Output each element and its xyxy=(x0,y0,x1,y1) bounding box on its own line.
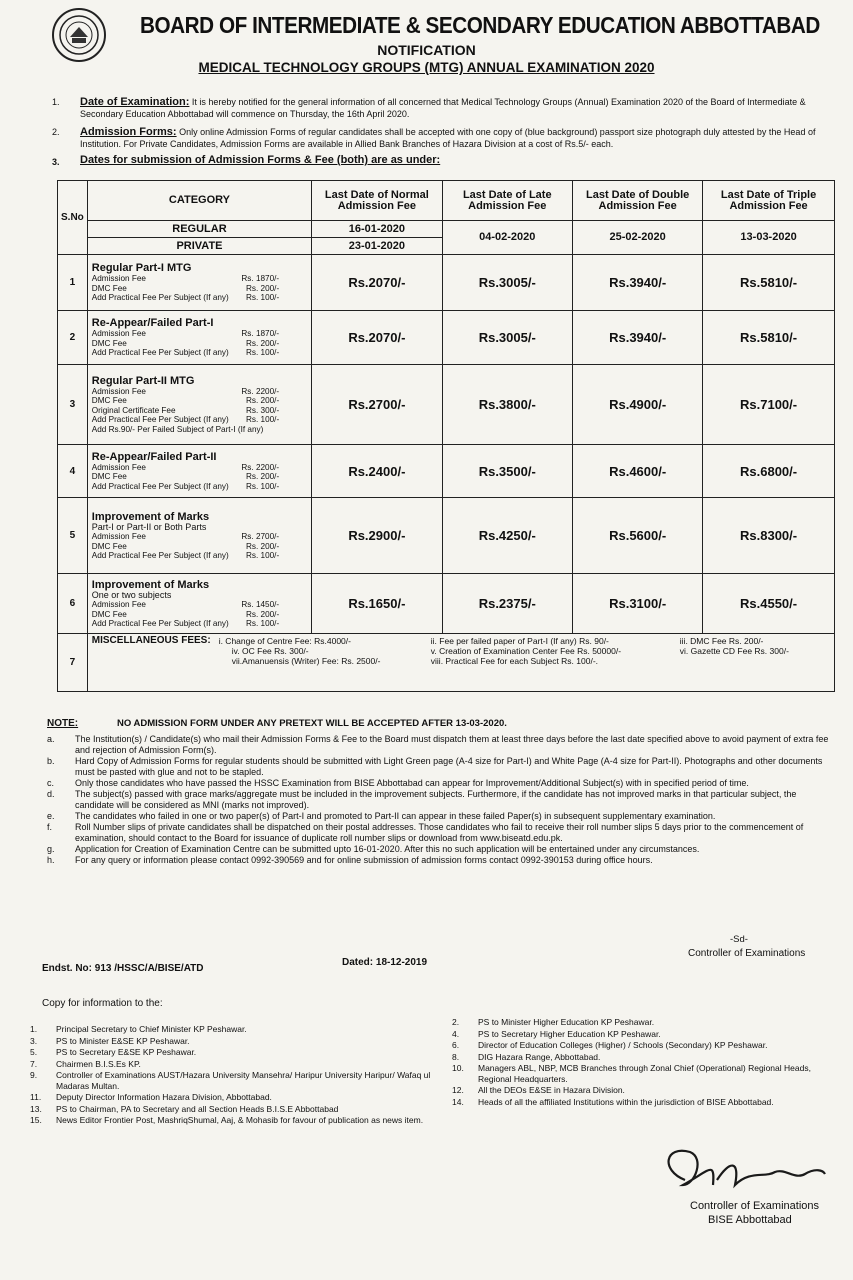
copy-text: Deputy Director Information Hazara Division, Abbottabad. xyxy=(56,1092,272,1102)
misc-col-1 xyxy=(92,636,417,666)
fee-line-amount: Rs. 200/- xyxy=(245,338,280,348)
triple-fee: Rs.6800/- xyxy=(703,445,834,498)
copy-text: PS to Chairman, PA to Secretary and all Section Heads B.I.S.E Abbottabad xyxy=(56,1103,339,1114)
fee-line-label: Admission Fee xyxy=(91,386,146,396)
fee-line xyxy=(92,329,307,339)
triple-date: 13-03-2020 xyxy=(703,221,834,255)
note-item xyxy=(47,778,832,789)
category-cell xyxy=(87,311,311,365)
copy-num: 3. xyxy=(30,1035,38,1046)
category-subtitle: Part-I or Part-II or Both Parts xyxy=(91,521,207,532)
copy-num: 7. xyxy=(30,1058,38,1069)
fee-line-amount: Rs. 200/- xyxy=(245,472,280,482)
category-title: Regular Part-II MTG xyxy=(91,374,195,387)
normal-fee: Rs.2900/- xyxy=(312,498,442,574)
fee-row xyxy=(58,574,835,634)
intro-num-2: 2. xyxy=(52,127,60,137)
note-letter: f. xyxy=(47,822,53,832)
fee-line-amount: Rs. 2200/- xyxy=(241,462,280,472)
copy-heading: Copy for information to the: xyxy=(42,998,163,1009)
note-item xyxy=(47,855,832,866)
fee-line-amount: Rs. 1870/- xyxy=(241,274,280,284)
note-item xyxy=(47,822,832,844)
fee-row xyxy=(58,255,835,311)
fee-line xyxy=(92,293,307,303)
col-header-triple: Last Date of Triple Admission Fee xyxy=(703,181,834,221)
fee-line xyxy=(92,415,307,425)
fee-row xyxy=(58,445,835,498)
late-fee: Rs.3005/- xyxy=(442,311,572,365)
copy-num: 13. xyxy=(30,1103,42,1114)
intro-item-1 xyxy=(80,96,825,120)
copy-text: Controller of Examinations AUST/Hazara University Mansehra/ Haripur University Haripur/ Wafaq ul Madaras Multan. xyxy=(56,1070,431,1091)
copy-item xyxy=(30,1059,440,1070)
copy-text: PS to Secretary Higher Education KP Peshawar. xyxy=(478,1028,661,1039)
copy-item xyxy=(452,1085,832,1096)
fee-line-amount: Rs. 2200/- xyxy=(241,386,280,396)
note-item xyxy=(47,756,832,778)
fee-schedule-table xyxy=(57,180,835,692)
note-text: For any query or information please contact 0992-390569 and for online submission of admission forms contact 0992-390153 during office hours. xyxy=(75,855,653,865)
fee-line-label: DMC Fee xyxy=(91,396,127,406)
copy-num: 4. xyxy=(452,1028,460,1039)
copies-left-list xyxy=(30,1024,440,1127)
copy-num: 15. xyxy=(30,1115,42,1125)
fee-line xyxy=(92,472,307,482)
copy-item xyxy=(30,1024,440,1035)
intro-label-2: Admission Forms: xyxy=(80,126,177,138)
intro-label-3: Dates for submission of Admission Forms & Fee (both) are as under: xyxy=(80,154,441,166)
fee-line-label: Original Certificate Fee xyxy=(91,405,176,415)
intro-text-1: It is hereby notified for the general information of all concerned that Medical Technology Groups (Annual) Examination 2020 of the Board of Intermediate & Secondary Education Abbottabad will commence on Thursday, the 16th April 2020. xyxy=(80,97,806,119)
fee-line xyxy=(92,532,307,542)
note-text: The candidates who failed in one or two paper(s) of Part-I and promoted to Part-II can appear in these failed Paper(s) in subsequent supplementary examination. xyxy=(75,811,716,821)
copy-num: 10. xyxy=(452,1063,464,1073)
fee-line-amount: Rs. 100/- xyxy=(245,348,280,358)
category-header: CATEGORY xyxy=(87,181,311,221)
intro-item-2 xyxy=(80,126,825,150)
copy-item xyxy=(30,1070,440,1091)
late-fee: Rs.2375/- xyxy=(442,574,572,634)
intro-text-2: Only online Admission Forms of regular candidates shall be accepted with one copy of (blue background) passport size photograph duly attested by the Head of Institution. For Private Candidates, Admission Forms are available in Allied Bank Branches of Hazara Division at a cost of Rs.5/- each. xyxy=(80,127,816,149)
normal-fee: Rs.2700/- xyxy=(312,365,442,445)
category-cell xyxy=(87,445,311,498)
fee-line-label: Add Practical Fee Per Subject (If any) xyxy=(91,481,229,491)
fee-line-label: DMC Fee xyxy=(91,541,127,551)
intro-label-1: Date of Examination: xyxy=(80,96,190,108)
note-item xyxy=(47,789,832,811)
col-header-double: Last Date of Double Admission Fee xyxy=(572,181,702,221)
fee-line xyxy=(92,274,307,284)
note-letter: b. xyxy=(47,756,55,766)
late-fee: Rs.4250/- xyxy=(442,498,572,574)
fee-line-amount: Rs. 1450/- xyxy=(241,600,280,609)
double-fee: Rs.5600/- xyxy=(572,498,702,574)
signature-icon xyxy=(655,1140,830,1205)
fee-line-amount: Rs. 100/- xyxy=(245,415,280,425)
copy-num: 2. xyxy=(452,1017,460,1027)
fee-line-amount: Rs. 300/- xyxy=(245,405,280,415)
note-text: Only those candidates who have passed the HSSC Examination from BISE Abbottabad can appear for Improvement/Additional Subject(s) with in specified period of time. xyxy=(75,778,749,788)
fee-row xyxy=(58,365,835,445)
col-header-normal: Last Date of Normal Admission Fee xyxy=(312,181,442,221)
fee-line-amount: Rs. 2700/- xyxy=(241,532,280,541)
misc-col2-line-3: viii. Practical Fee for each Subject Rs. 100/-. xyxy=(430,656,599,666)
misc-col2-line-2: v. Creation of Examination Center Fee Rs. 50000/- xyxy=(430,646,622,656)
fee-line-amount: Rs. 1870/- xyxy=(241,329,280,339)
category-cell xyxy=(87,255,311,311)
sno-header: S.No xyxy=(58,181,88,255)
note-text: Hard Copy of Admission Forms for regular students should be submitted with Light Green page (A-4 size for Part-I) and White Page (A-4 size for Part-II). Photographs and other documents must be pasted with glue and not to be stapled. xyxy=(75,756,823,777)
fee-line-label: Add Practical Fee Per Subject (If any) xyxy=(91,619,229,628)
misc-col-3 xyxy=(680,636,830,666)
copy-num: 12. xyxy=(452,1085,464,1095)
fee-line xyxy=(92,542,307,552)
fee-line-label: Admission Fee xyxy=(91,532,146,541)
fee-line-amount: Rs. 100/- xyxy=(245,481,280,491)
late-fee: Rs.3500/- xyxy=(442,445,572,498)
misc-col1-line-3: vii.Amanuensis (Writer) Fee: Rs. 2500/- xyxy=(231,656,381,666)
misc-col1-line-1: i. Change of Centre Fee: Rs.4000/- xyxy=(218,636,351,646)
copy-item xyxy=(30,1092,440,1103)
fee-line xyxy=(92,551,307,561)
intro-num-1: 1. xyxy=(52,97,60,107)
copy-item xyxy=(30,1115,440,1126)
fee-line xyxy=(92,610,307,620)
fee-extra-note: Add Rs.90/- Per Failed Subject of Part-I (If any) xyxy=(91,424,264,434)
copy-num: 11. xyxy=(30,1092,42,1102)
fee-row xyxy=(58,498,835,574)
category-title: Regular Part-I MTG xyxy=(91,262,192,275)
note-letter: h. xyxy=(47,855,55,865)
category-cell xyxy=(87,574,311,634)
fee-line xyxy=(92,348,307,358)
triple-fee: Rs.4550/- xyxy=(703,574,834,634)
category-cell xyxy=(87,498,311,574)
row-sno: 2 xyxy=(58,311,88,365)
note-headline: NO ADMISSION FORM UNDER ANY PRETEXT WILL BE ACCEPTED AFTER 13-03-2020. xyxy=(117,718,507,729)
fee-line-label: DMC Fee xyxy=(91,609,127,619)
fee-line-label: DMC Fee xyxy=(91,283,127,293)
dated: Dated: 18-12-2019 xyxy=(342,957,428,968)
double-date: 25-02-2020 xyxy=(572,221,702,255)
col-header-late: Last Date of Late Admission Fee xyxy=(442,181,572,221)
fee-line-amount: Rs. 200/- xyxy=(245,541,280,551)
fee-line xyxy=(92,396,307,406)
copy-item xyxy=(30,1047,440,1058)
copy-item xyxy=(452,1040,832,1051)
category-title: Improvement of Marks xyxy=(91,578,210,591)
notification-heading: NOTIFICATION xyxy=(377,42,476,58)
fee-line-amount: Rs. 100/- xyxy=(245,293,280,303)
copy-num: 8. xyxy=(452,1051,460,1062)
late-fee: Rs.3005/- xyxy=(442,255,572,311)
regular-label: REGULAR xyxy=(87,221,311,238)
row-sno: 4 xyxy=(58,445,88,498)
copy-text: Principal Secretary to Chief Minister KP Peshawar. xyxy=(56,1024,247,1034)
late-fee: Rs.3800/- xyxy=(442,365,572,445)
fee-line-amount: Rs. 200/- xyxy=(245,609,280,619)
fee-line-label: Admission Fee xyxy=(91,274,146,284)
copy-item xyxy=(452,1097,832,1108)
triple-fee: Rs.8300/- xyxy=(703,498,834,574)
copy-item xyxy=(30,1104,440,1115)
copy-item xyxy=(30,1036,440,1047)
note-text: Roll Number slips of private candidates shall be dispatched on their postal addresses. Those candidates who fail to receive their roll number slips 5 days prior to the commencement of examination, should contact to the Board for issuance of duplicate roll number slips or download from www.biseatd.edu.pk. xyxy=(75,822,804,843)
copy-item xyxy=(452,1017,832,1028)
note-text: Application for Creation of Examination Centre can be submitted upto 16-01-2020. After this no such application will be entertained under any circumstances. xyxy=(75,844,700,854)
note-letter: e. xyxy=(47,811,55,821)
double-fee: Rs.3940/- xyxy=(572,255,702,311)
normal-fee: Rs.1650/- xyxy=(312,574,442,634)
copy-text: PS to Minister E&SE KP Peshawar. xyxy=(56,1035,190,1046)
copy-num: 6. xyxy=(452,1040,460,1050)
controller-title: Controller of Examinations xyxy=(688,948,806,959)
note-letter: c. xyxy=(47,778,55,788)
double-fee: Rs.3940/- xyxy=(572,311,702,365)
category-cell xyxy=(87,365,311,445)
category-title: Improvement of Marks xyxy=(91,510,210,523)
copy-text: PS to Minister Higher Education KP Peshawar. xyxy=(478,1017,655,1027)
note-text: The Institution(s) / Candidate(s) who mail their Admission Forms & Fee to the Board must dispatch them at least three days before the last date specified above to avoid payment of extra fee and rejection of Admission Form(s). xyxy=(75,734,829,755)
fee-line-label: DMC Fee xyxy=(91,338,127,348)
note-text: The subject(s) passed with grace marks/aggregate must be included in the improvement subjects. Furthermore, if the candidate has not improved marks in that particular subject, the candidate will be considered as MNI (marks not improved). xyxy=(75,789,797,810)
misc-label: MISCELLANEOUS FEES: xyxy=(91,635,211,646)
note-label: NOTE: xyxy=(47,718,79,729)
copy-text: PS to Secretary E&SE KP Peshawar. xyxy=(56,1047,197,1057)
triple-fee: Rs.5810/- xyxy=(703,255,834,311)
row-sno: 5 xyxy=(58,498,88,574)
fee-line-label: Add Practical Fee Per Subject (If any) xyxy=(91,348,229,358)
fee-line-label: Add Practical Fee Per Subject (If any) xyxy=(91,551,229,560)
copy-text: DIG Hazara Range, Abbottabad. xyxy=(478,1051,601,1062)
misc-sno: 7 xyxy=(58,634,88,692)
intro-num-3: 3. xyxy=(52,157,60,167)
fee-line-label: Admission Fee xyxy=(91,462,146,472)
fee-line-amount: Rs. 200/- xyxy=(245,396,280,406)
fee-line xyxy=(92,482,307,492)
final-controller: Controller of Examinations xyxy=(690,1200,820,1212)
regular-normal-date: 16-01-2020 xyxy=(312,221,442,238)
fee-line-amount: Rs. 100/- xyxy=(245,551,280,560)
copy-num: 5. xyxy=(30,1047,38,1057)
misc-col3-line-2: vi. Gazette CD Fee Rs. 300/- xyxy=(679,646,789,656)
note-letter: d. xyxy=(47,789,55,799)
category-subtitle: One or two subjects xyxy=(91,589,172,600)
private-label: PRIVATE xyxy=(87,238,311,255)
normal-fee: Rs.2070/- xyxy=(312,311,442,365)
fee-line-label: DMC Fee xyxy=(91,472,127,482)
row-sno: 6 xyxy=(58,574,88,634)
fee-line xyxy=(92,387,307,397)
misc-col2-line-1: ii. Fee per failed paper of Part-I (If any) Rs. 90/- xyxy=(430,636,609,646)
triple-fee: Rs.7100/- xyxy=(703,365,834,445)
row-sno: 3 xyxy=(58,365,88,445)
note-letter: g. xyxy=(47,844,55,854)
copy-text: All the DEOs E&SE in Hazara Division. xyxy=(478,1085,625,1095)
note-item xyxy=(47,811,832,822)
misc-col-2 xyxy=(431,636,666,666)
misc-row xyxy=(58,634,835,692)
row-sno: 1 xyxy=(58,255,88,311)
fee-row xyxy=(58,311,835,365)
note-list xyxy=(47,734,832,866)
copy-num: 9. xyxy=(30,1070,38,1080)
endst-number: Endst. No: 913 /HSSC/A/BISE/ATD xyxy=(42,963,204,974)
copy-text: Director of Education Colleges (Higher) / Schools (Secondary) KP Peshawar. xyxy=(478,1040,768,1050)
final-bise: BISE Abbottabad xyxy=(708,1214,792,1226)
late-date: 04-02-2020 xyxy=(442,221,572,255)
fee-line xyxy=(92,284,307,294)
board-title: BOARD OF INTERMEDIATE & SECONDARY EDUCATION ABBOTTABAD xyxy=(140,12,820,38)
fee-rows xyxy=(58,255,835,634)
note-letter: a. xyxy=(47,734,55,744)
fee-line xyxy=(92,406,307,416)
copy-text: News Editor Frontier Post, MashriqShumal, Aaj, & Mohasib for favour of publication as news item. xyxy=(56,1115,424,1125)
copy-item xyxy=(452,1029,832,1040)
normal-fee: Rs.2070/- xyxy=(312,255,442,311)
copy-text: Managers ABL, NBP, MCB Branches through Zonal Chief (Operational) Regional Heads, Regional Headquarters. xyxy=(478,1063,811,1084)
category-title: Re-Appear/Failed Part-II xyxy=(91,450,217,463)
fee-line xyxy=(92,600,307,610)
double-fee: Rs.3100/- xyxy=(572,574,702,634)
copy-item xyxy=(452,1063,832,1084)
fee-line-label: Admission Fee xyxy=(91,600,146,609)
exam-title: MEDICAL TECHNOLOGY GROUPS (MTG) ANNUAL EXAMINATION 2020 xyxy=(198,60,655,75)
private-normal-date: 23-01-2020 xyxy=(312,238,442,255)
misc-cell xyxy=(87,634,834,692)
copy-item xyxy=(452,1052,832,1063)
fee-line-label: Add Practical Fee Per Subject (If any) xyxy=(91,293,229,303)
double-fee: Rs.4600/- xyxy=(572,445,702,498)
fee-line xyxy=(92,619,307,629)
copy-text: Chairmen B.I.S.Es KP. xyxy=(56,1058,141,1069)
fee-line xyxy=(92,339,307,349)
misc-col1-line-2: iv. OC Fee Rs. 300/- xyxy=(231,646,309,656)
copy-text: Heads of all the affiliated Institutions within the jurisdiction of BISE Abbottabad. xyxy=(478,1096,774,1107)
fee-line-label: Add Practical Fee Per Subject (If any) xyxy=(91,415,229,425)
fee-line-amount: Rs. 100/- xyxy=(245,619,280,628)
fee-line-label: Admission Fee xyxy=(91,329,146,339)
fee-line xyxy=(92,463,307,473)
fee-line-amount: Rs. 200/- xyxy=(245,283,280,293)
note-item xyxy=(47,844,832,855)
normal-fee: Rs.2400/- xyxy=(312,445,442,498)
category-title: Re-Appear/Failed Part-I xyxy=(91,317,214,330)
double-fee: Rs.4900/- xyxy=(572,365,702,445)
note-item xyxy=(47,734,832,756)
intro-item-3 xyxy=(80,154,825,166)
copy-num: 14. xyxy=(452,1096,464,1107)
copy-num: 1. xyxy=(30,1024,38,1034)
misc-col3-line-1: iii. DMC Fee Rs. 200/- xyxy=(679,636,764,646)
triple-fee: Rs.5810/- xyxy=(703,311,834,365)
sd-mark: -Sd- xyxy=(730,934,748,945)
copies-right-list xyxy=(452,1017,832,1108)
